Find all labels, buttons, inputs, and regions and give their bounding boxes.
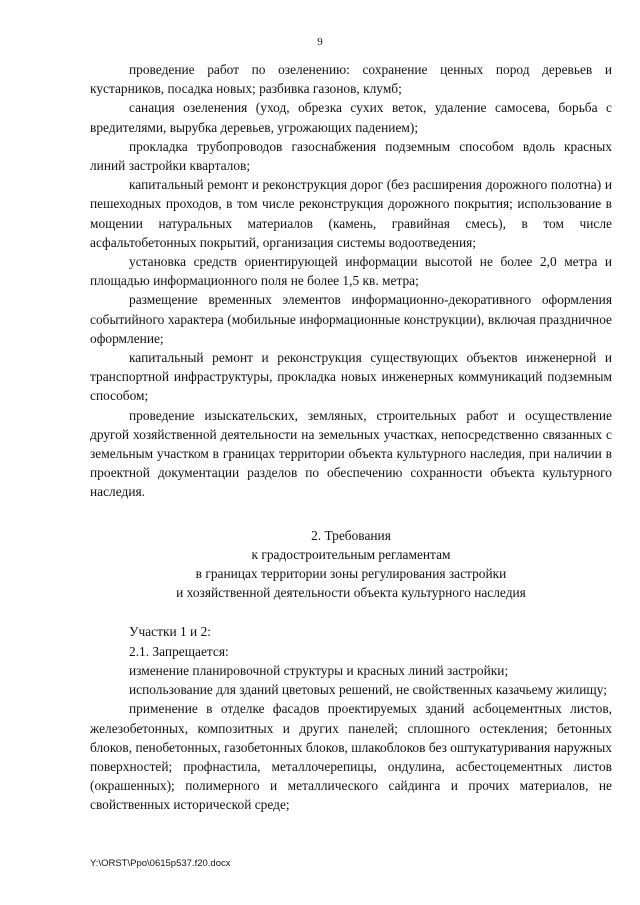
paragraph-infrastructure: капитальный ремонт и реконструкция существующих объектов инженерной и транспортной инфраструктуры, прокладка новых инженерных коммуникаций подземным способом; <box>90 350 612 404</box>
heading-line-4: и хозяйственной деятельности объекта культурного наследия <box>176 585 526 601</box>
paragraph-signage: установка средств ориентирующей информации высотой не более 2,0 метра и площадью информационного поля не более 1,5 кв. метра; <box>90 254 612 289</box>
paragraph-facade-materials: применение в отделке фасадов проектируемых зданий асбоцементных листов, железобетонных, композитных и других панелей; сплошного остекления; бетонных блоков, пенобетонных, газобетонных блоков, шлакоблоков без оштукатуривания наружных поверхностей; профнастила, металлочерепицы, ондулина, асбестоцементных листов (окрашенных); полимерного и металлического сайдинга и прочих материалов, не свойственных исторической среде; <box>90 701 612 813</box>
plots-label: Участки 1 и 2: <box>129 624 211 640</box>
document-body <box>90 60 612 815</box>
page-number: 9 <box>317 36 323 48</box>
paragraph-gas-pipelines: прокладка трубопроводов газоснабжения подземным способом вдоль красных линий застройки кварталов; <box>90 138 612 174</box>
paragraph-planning-structure: изменение планировочной структуры и красных линий застройки; <box>129 662 509 678</box>
paragraph-color-solutions: использование для зданий цветовых решений, не свойственных казачьему жилищу; <box>129 682 607 698</box>
heading-line-1: 2. Требования <box>311 527 391 543</box>
paragraph-temporary-decor: размещение временных элементов информационно-декоративного оформления событийного характера (мобильные информационные конструкции), включая праздничное оформление; <box>90 292 612 346</box>
prohibited-label: 2.1. Запрещается: <box>129 643 229 659</box>
paragraph-greening: проведение работ по озеленению: сохранение ценных пород деревьев и кустарников, посадка новых; разбивка газонов, клумб; <box>90 62 612 97</box>
heading-line-3: в границах территории зоны регулирования застройки <box>195 566 507 582</box>
paragraph-survey-works: проведение изыскательских, земляных, строительных работ и осуществление другой хозяйственной деятельности на земельных участках, непосредственно связанных с земельным участком в границах территории объекта культурного наследия, при наличии в проектной документации разделов по обеспечению сохранности объекта культурного наследия. <box>90 407 612 500</box>
section-heading <box>90 526 612 603</box>
paragraph-road-repair: капитальный ремонт и реконструкция дорог (без расширения дорожного полотна) и пешеходных проходов, в том числе реконструкция дорожного покрытия; использование в мощении натуральных материалов (камень, гравийная смесь), в том числе асфальтобетонных покрытий, организация системы водоотведения; <box>90 177 612 250</box>
heading-line-2: к градостроительным регламентам <box>251 546 451 562</box>
file-path-footer: Y:\ORST\Ppo\0615p537.f20.docx <box>90 858 231 869</box>
paragraph-sanitation: санация озеленения (уход, обрезка сухих веток, удаление самосева, борьба с вредителями, вырубка деревьев, угрожающих падением); <box>90 100 612 135</box>
